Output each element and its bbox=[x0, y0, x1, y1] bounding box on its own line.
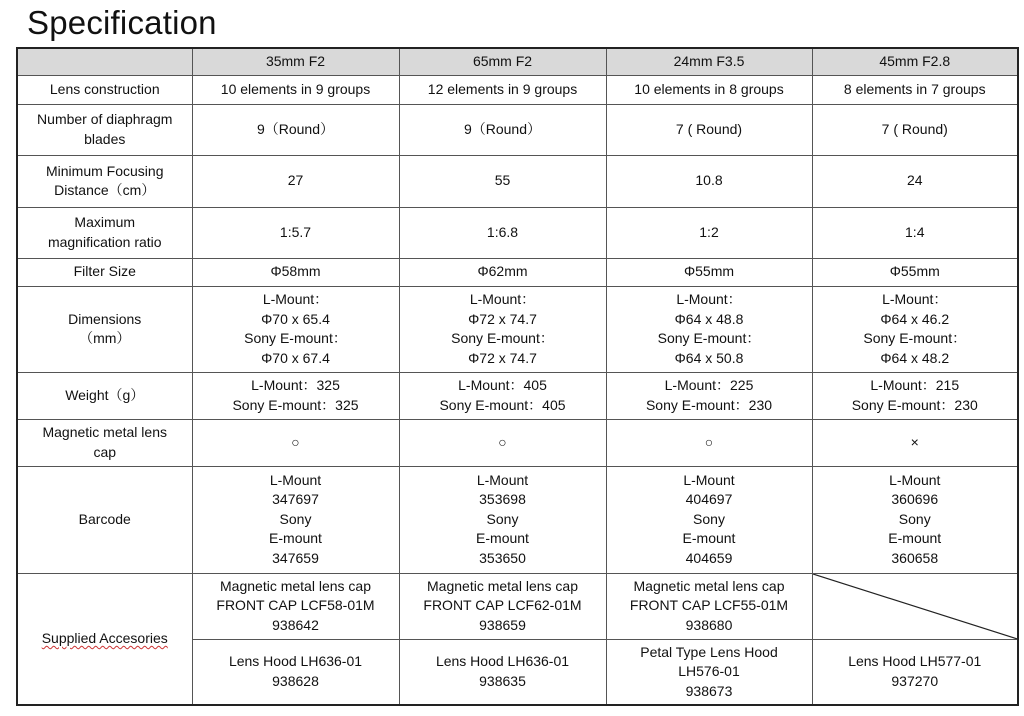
table-cell: Petal Type Lens Hood LH576-01 938673 bbox=[606, 639, 812, 705]
row-label-diaphragm-blades: Number of diaphragm blades bbox=[17, 104, 192, 155]
table-cell bbox=[606, 286, 812, 372]
table-cell: ○ bbox=[192, 419, 399, 466]
table-cell: 10 elements in 8 groups bbox=[606, 75, 812, 104]
table-row bbox=[17, 155, 1018, 207]
row-label-magnetic-cap: Magnetic metal lens cap bbox=[17, 419, 192, 466]
table-cell: 1:6.8 bbox=[399, 207, 606, 258]
dim-l-value: Φ64 x 46.2 bbox=[880, 310, 950, 327]
dim-l-value: Φ64 x 48.8 bbox=[674, 310, 744, 327]
table-cell: 9（Round） bbox=[192, 104, 399, 155]
dim-e-value: Φ64 x 48.2 bbox=[880, 349, 950, 366]
table-row bbox=[17, 573, 1018, 639]
dim-e-value: Φ64 x 50.8 bbox=[674, 349, 744, 366]
table-cell: 7 ( Round) bbox=[606, 104, 812, 155]
dimensions-label-line2: （mm） bbox=[79, 330, 131, 346]
table-cell: × bbox=[812, 419, 1018, 466]
dim-e-value: Φ70 x 67.4 bbox=[261, 349, 330, 366]
diagonal-line bbox=[813, 574, 1018, 639]
weight-e: Sony E-mount：230 bbox=[851, 396, 978, 413]
dim-e-label: Sony E-mount： bbox=[657, 330, 761, 346]
table-cell bbox=[192, 286, 399, 372]
table-cell: Magnetic metal lens cap FRONT CAP LCF55-01M 938680 bbox=[606, 573, 812, 639]
table-cell: 12 elements in 9 groups bbox=[399, 75, 606, 104]
dim-e-label: Sony E-mount： bbox=[451, 330, 554, 346]
dim-l-label: L-Mount： bbox=[882, 291, 948, 307]
table-cell: Φ55mm bbox=[812, 258, 1018, 286]
weight-l: L-Mount：405 bbox=[458, 377, 547, 393]
table-cell bbox=[399, 286, 606, 372]
dim-e-value: Φ72 x 74.7 bbox=[468, 349, 537, 366]
table-cell: 10 elements in 9 groups bbox=[192, 75, 399, 104]
row-label-accessories bbox=[17, 573, 192, 705]
weight-l: L-Mount：225 bbox=[664, 377, 754, 393]
row-label-lens-construction: Lens construction bbox=[17, 75, 192, 104]
table-cell: 10.8 bbox=[606, 155, 812, 207]
weight-e: Sony E-mount：405 bbox=[439, 396, 566, 413]
table-row bbox=[17, 466, 1018, 573]
weight-e: Sony E-mount：230 bbox=[645, 396, 773, 413]
table-cell: 55 bbox=[399, 155, 606, 207]
dim-e-label: Sony E-mount： bbox=[863, 330, 967, 346]
table-cell: 1:4 bbox=[812, 207, 1018, 258]
dim-l-label: L-Mount： bbox=[676, 291, 742, 307]
table-cell bbox=[192, 372, 399, 419]
dim-l-value: Φ70 x 65.4 bbox=[261, 310, 330, 327]
table-cell: Lens Hood LH577-01 937270 bbox=[812, 639, 1018, 705]
table-cell: ○ bbox=[399, 419, 606, 466]
table-cell bbox=[812, 286, 1018, 372]
table-cell: Lens Hood LH636-01 938635 bbox=[399, 639, 606, 705]
table-cell: ○ bbox=[606, 419, 812, 466]
table-cell: 27 bbox=[192, 155, 399, 207]
table-cell: 1:2 bbox=[606, 207, 812, 258]
table-cell: L-Mount 353698 Sony E-mount 353650 bbox=[399, 466, 606, 573]
table-row bbox=[17, 258, 1018, 286]
table-cell: L-Mount 404697 Sony E-mount 404659 bbox=[606, 466, 812, 573]
row-label-barcode: Barcode bbox=[17, 466, 192, 573]
table-cell: 9（Round） bbox=[399, 104, 606, 155]
table-cell: 24 bbox=[812, 155, 1018, 207]
table-cell: Magnetic metal lens cap FRONT CAP LCF58-01M 938642 bbox=[192, 573, 399, 639]
table-row bbox=[17, 207, 1018, 258]
accessories-label-text: Supplied Accesories bbox=[41, 630, 168, 646]
dim-l-value: Φ72 x 74.7 bbox=[468, 310, 537, 327]
row-label-dimensions bbox=[17, 286, 192, 372]
table-row bbox=[17, 75, 1018, 104]
dim-e-label: Sony E-mount： bbox=[244, 330, 347, 346]
weight-l: L-Mount：215 bbox=[870, 377, 960, 393]
empty-diagonal-cell bbox=[812, 573, 1018, 639]
table-cell: 7 ( Round) bbox=[812, 104, 1018, 155]
header-row bbox=[17, 48, 1018, 75]
table-cell: 8 elements in 7 groups bbox=[812, 75, 1018, 104]
table-cell bbox=[606, 372, 812, 419]
table-cell bbox=[399, 372, 606, 419]
row-label-filter-size: Filter Size bbox=[17, 258, 192, 286]
table-cell: Φ58mm bbox=[192, 258, 399, 286]
weight-e: Sony E-mount：325 bbox=[232, 396, 359, 413]
weight-l: L-Mount：325 bbox=[251, 377, 340, 393]
specification-table bbox=[16, 47, 1019, 706]
dimensions-label-line1: Dimensions bbox=[68, 310, 142, 327]
page-title: Specification bbox=[27, 4, 217, 41]
table-cell: Φ62mm bbox=[399, 258, 606, 286]
dim-l-label: L-Mount： bbox=[469, 291, 536, 307]
table-cell: L-Mount 360696 Sony E-mount 360658 bbox=[812, 466, 1018, 573]
table-row bbox=[17, 372, 1018, 419]
dim-l-label: L-Mount： bbox=[262, 291, 329, 307]
row-label-weight: Weight（g） bbox=[17, 372, 192, 419]
column-header-45mm: 45mm F2.8 bbox=[812, 48, 1018, 75]
row-label-min-focus: Minimum Focusing Distance（cm） bbox=[17, 155, 192, 207]
column-header-24mm: 24mm F3.5 bbox=[606, 48, 812, 75]
row-label-max-magnification: Maximum magnification ratio bbox=[17, 207, 192, 258]
table-cell: L-Mount 347697 Sony E-mount 347659 bbox=[192, 466, 399, 573]
header-corner-cell bbox=[17, 48, 192, 75]
table-cell bbox=[812, 372, 1018, 419]
table-cell: 1:5.7 bbox=[192, 207, 399, 258]
table-row bbox=[17, 104, 1018, 155]
column-header-65mm: 65mm F2 bbox=[399, 48, 606, 75]
table-cell: Magnetic metal lens cap FRONT CAP LCF62-01M 938659 bbox=[399, 573, 606, 639]
column-header-35mm: 35mm F2 bbox=[192, 48, 399, 75]
table-cell: Lens Hood LH636-01 938628 bbox=[192, 639, 399, 705]
table-row bbox=[17, 286, 1018, 372]
table-cell: Φ55mm bbox=[606, 258, 812, 286]
table-row bbox=[17, 419, 1018, 466]
